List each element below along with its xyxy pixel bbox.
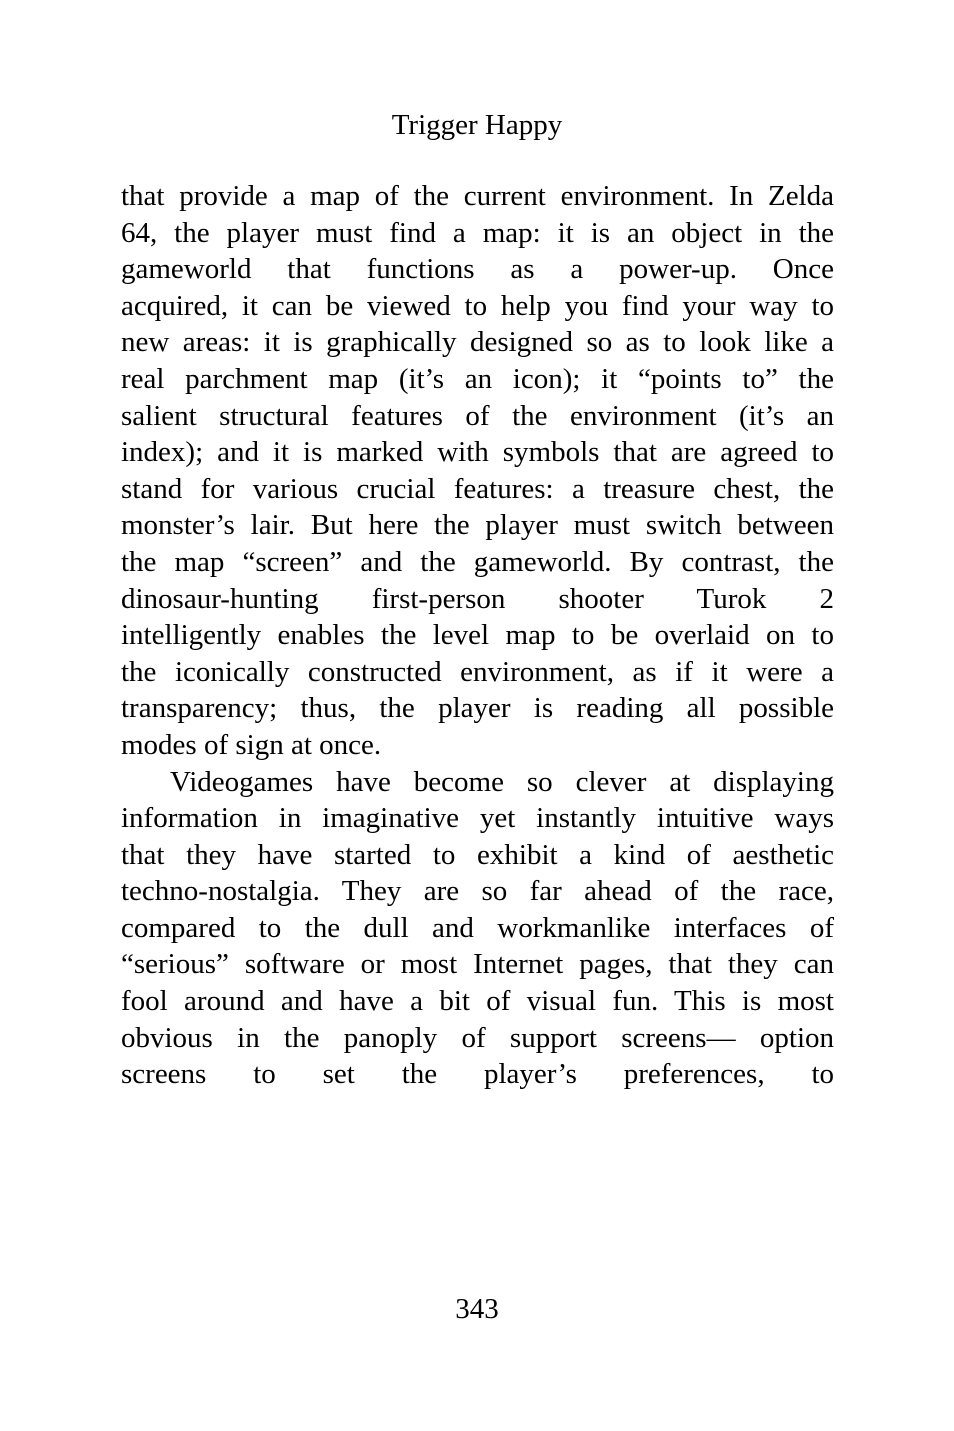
text-line: modes of sign at once.	[121, 728, 382, 761]
text-line: that provide a map of the current environment. In Zelda	[121, 180, 834, 212]
body-text	[121, 178, 834, 1093]
text-line: monster’s lair. But here the player must switch between	[121, 509, 834, 542]
text-line: gameworld that functions as a power-up. Once	[121, 253, 834, 286]
text-line: stand for various crucial features: a treasure chest, the	[121, 472, 834, 505]
text-line: real parchment map (it’s an icon); it “points to” the	[121, 362, 834, 395]
text-line: new areas: it is graphically designed so as to look like a	[121, 326, 834, 359]
text-line: fool around and have a bit of visual fun. This is most	[121, 985, 834, 1018]
text-line: the map “screen” and the gameworld. By contrast, the	[121, 545, 834, 578]
text-line: acquired, it can be viewed to help you find your way to	[121, 289, 834, 322]
text-line: index); and it is marked with symbols that are agreed to	[121, 436, 834, 469]
text-line: dinosaur-hunting first-person shooter Turok 2	[121, 582, 834, 615]
paragraph-first-line: Videogames have become so clever at displaying	[170, 765, 834, 798]
page-number: 343	[455, 1293, 499, 1325]
text-line: salient structural features of the environment (it’s an	[121, 399, 834, 432]
text-line: obvious in the panoply of support screens— option	[121, 1021, 834, 1054]
text-line: techno-nostalgia. They are so far ahead of the race,	[121, 875, 834, 908]
text-line: “serious” software or most Internet pages, that they can	[121, 948, 834, 981]
text-line: intelligently enables the level map to be overlaid on to	[121, 619, 834, 652]
text-line: compared to the dull and workmanlike interfaces of	[121, 911, 834, 944]
text-line: 64, the player must find a map: it is an object in the	[121, 216, 834, 249]
text-line: transparency; thus, the player is reading all possible	[121, 692, 834, 725]
text-line: the iconically constructed environment, as if it were a	[121, 655, 834, 688]
running-header: Trigger Happy	[391, 109, 563, 141]
text-line: information in imaginative yet instantly intuitive ways	[121, 802, 834, 835]
text-line: screens to set the player’s preferences, to	[121, 1058, 834, 1091]
text-line: that they have started to exhibit a kind of aesthetic	[121, 838, 834, 871]
